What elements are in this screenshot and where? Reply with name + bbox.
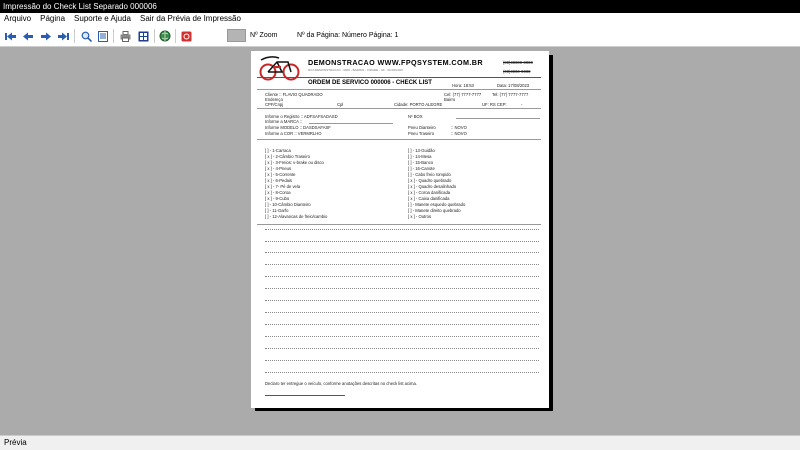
check-item-right-6: [ x ] - Quadro quebrado (408, 178, 452, 183)
check-item-right-1: [ ] - 13-Guidão (408, 148, 435, 153)
next-page-icon[interactable] (40, 30, 52, 42)
report-date: Data: 17/08/2023 (497, 83, 530, 88)
vehicle-marca: Informe a MARCA :: (265, 119, 303, 124)
printer-icon[interactable] (119, 30, 131, 42)
pdf-icon[interactable] (180, 30, 192, 42)
vehicle-cor: Informe a COR :: VERMRLHO (265, 131, 322, 136)
menu-sair-previa[interactable]: Sair da Prévia de Impressão (139, 14, 241, 23)
check-item-left-4: [ x ] - 4-Pneus (265, 166, 292, 171)
check-item-right-12: [ x ] - Outros (408, 214, 432, 219)
company-logo-icon (256, 54, 303, 83)
check-item-left-7: [ x ] - 7- Pé de vela (265, 184, 301, 189)
zoom-magnifier-icon[interactable] (80, 30, 92, 42)
vehicle-nbox: Nº BOX (408, 114, 423, 119)
check-item-right-9: [ x ] - Caixa danificada (408, 196, 450, 201)
menu-arquivo[interactable]: Arquivo (4, 14, 32, 23)
client-bairro: Bairro (444, 97, 456, 102)
company-name: DEMONSTRACAO WWW.FPQSYSTEM.COM.BR (308, 58, 483, 67)
client-cpf: CPF/Cnpj (265, 102, 284, 107)
first-page-icon[interactable] (4, 30, 16, 42)
client-tel: Tel: (77) 7777-7777 (492, 92, 529, 97)
client-cep-value: - (521, 102, 523, 107)
check-item-right-2: [ ] - 14-Mesa (408, 154, 432, 159)
check-item-left-10: [ ] - 10-Câmbio Dianteiro (265, 202, 311, 207)
last-page-icon[interactable] (57, 30, 69, 42)
check-item-left-5: [ x ] - 5-Corrente (265, 172, 296, 177)
report-page (251, 51, 549, 408)
client-uf-cep: UF: RS CEP: (482, 102, 507, 107)
declaration-text: Declaro ter entregue o veículo, conforme anotações descritas no check list acima. (265, 381, 417, 386)
menu-suporte-ajuda[interactable]: Suporte e Ajuda (74, 14, 131, 23)
check-item-right-10: [ ] - Manete esquedo quebrado (408, 202, 466, 207)
window-title: Impressão do Check List Separado 000006 (0, 0, 800, 13)
check-item-right-8: [ x ] - Coroa danificada (408, 190, 451, 195)
pneu-traseiro-value: :: NOVO (451, 131, 467, 136)
report-time: Hora: 18:53 (452, 83, 474, 88)
previous-page-icon[interactable] (22, 30, 34, 42)
check-item-right-4: [ ] - 16-Canote (408, 166, 435, 171)
client-name: Cliente :: FLAVIO QUADRADO (265, 92, 323, 97)
check-item-right-5: [ ] - Cabo freio rompido (408, 172, 451, 177)
zoom-label: Nº Zoom (250, 32, 278, 39)
check-item-right-3: [ ] - 15-Banco (408, 160, 434, 165)
client-address: Endereço (265, 97, 283, 102)
signature-line (265, 395, 345, 396)
check-item-left-11: [ ] - 11-Garfo (265, 208, 289, 213)
vehicle-registro: Informe o Registro :: ADFSAFSADASD (265, 114, 338, 119)
status-bar: Prévia (0, 435, 800, 450)
company-address: RUA DEMONSTRACAO - 0000 - BAIRRO - CIDADE - UF - 00.000-000 (308, 68, 403, 72)
pneu-dianteiro-value: :: NOVO (451, 125, 467, 130)
check-item-left-8: [ x ] - 8-Coroa (265, 190, 291, 195)
vehicle-modelo: Informe MODELO :: DASDSAFASF (265, 125, 331, 130)
check-item-left-1: [ ] - 1-Carraca (265, 148, 291, 153)
client-city: Cidade: PORTO ALEGRE (394, 102, 443, 107)
menu-pagina[interactable]: Página (40, 14, 66, 23)
page-setup-icon[interactable] (97, 30, 109, 42)
zoom-selector[interactable] (227, 29, 246, 42)
client-cel: Cel: (77) 7777-7777 (444, 92, 482, 97)
check-item-left-6: [ x ] - 6-Pedais (265, 178, 292, 183)
client-cpl: Cpl (337, 102, 344, 107)
menu-bar (0, 13, 800, 25)
check-item-left-3: [ x ] - 3-Freios: v-brake ou disco (265, 160, 324, 165)
check-item-left-9: [ x ] - 9-Cubo (265, 196, 290, 201)
company-phone-1: (00)00000-0000 (503, 60, 533, 65)
pneu-dianteiro-label: Pneu Dianteiro (408, 125, 436, 130)
check-item-left-2: [ x ] - 2-Câmbio Traseiro (265, 154, 310, 159)
company-phone-2: (00)0000-0000 (503, 69, 531, 74)
export-globe-icon[interactable] (159, 30, 171, 42)
toolbar (0, 25, 800, 47)
page-number-label: Nº da Página: Número Página: 1 (297, 32, 399, 39)
check-item-left-12: [ ] - 12-Alavancas de freio/cambio (265, 214, 328, 219)
report-title: ORDEM DE SERVICO 000006 - CHECK LIST (308, 80, 432, 86)
check-item-right-7: [ x ] - Quadro desalinhado (408, 184, 457, 189)
grid-view-icon[interactable] (137, 30, 149, 42)
pneu-traseiro-label: Pneu Traseiro (408, 131, 435, 136)
check-item-right-11: [ ] - Manete direito quebrado (408, 208, 461, 213)
